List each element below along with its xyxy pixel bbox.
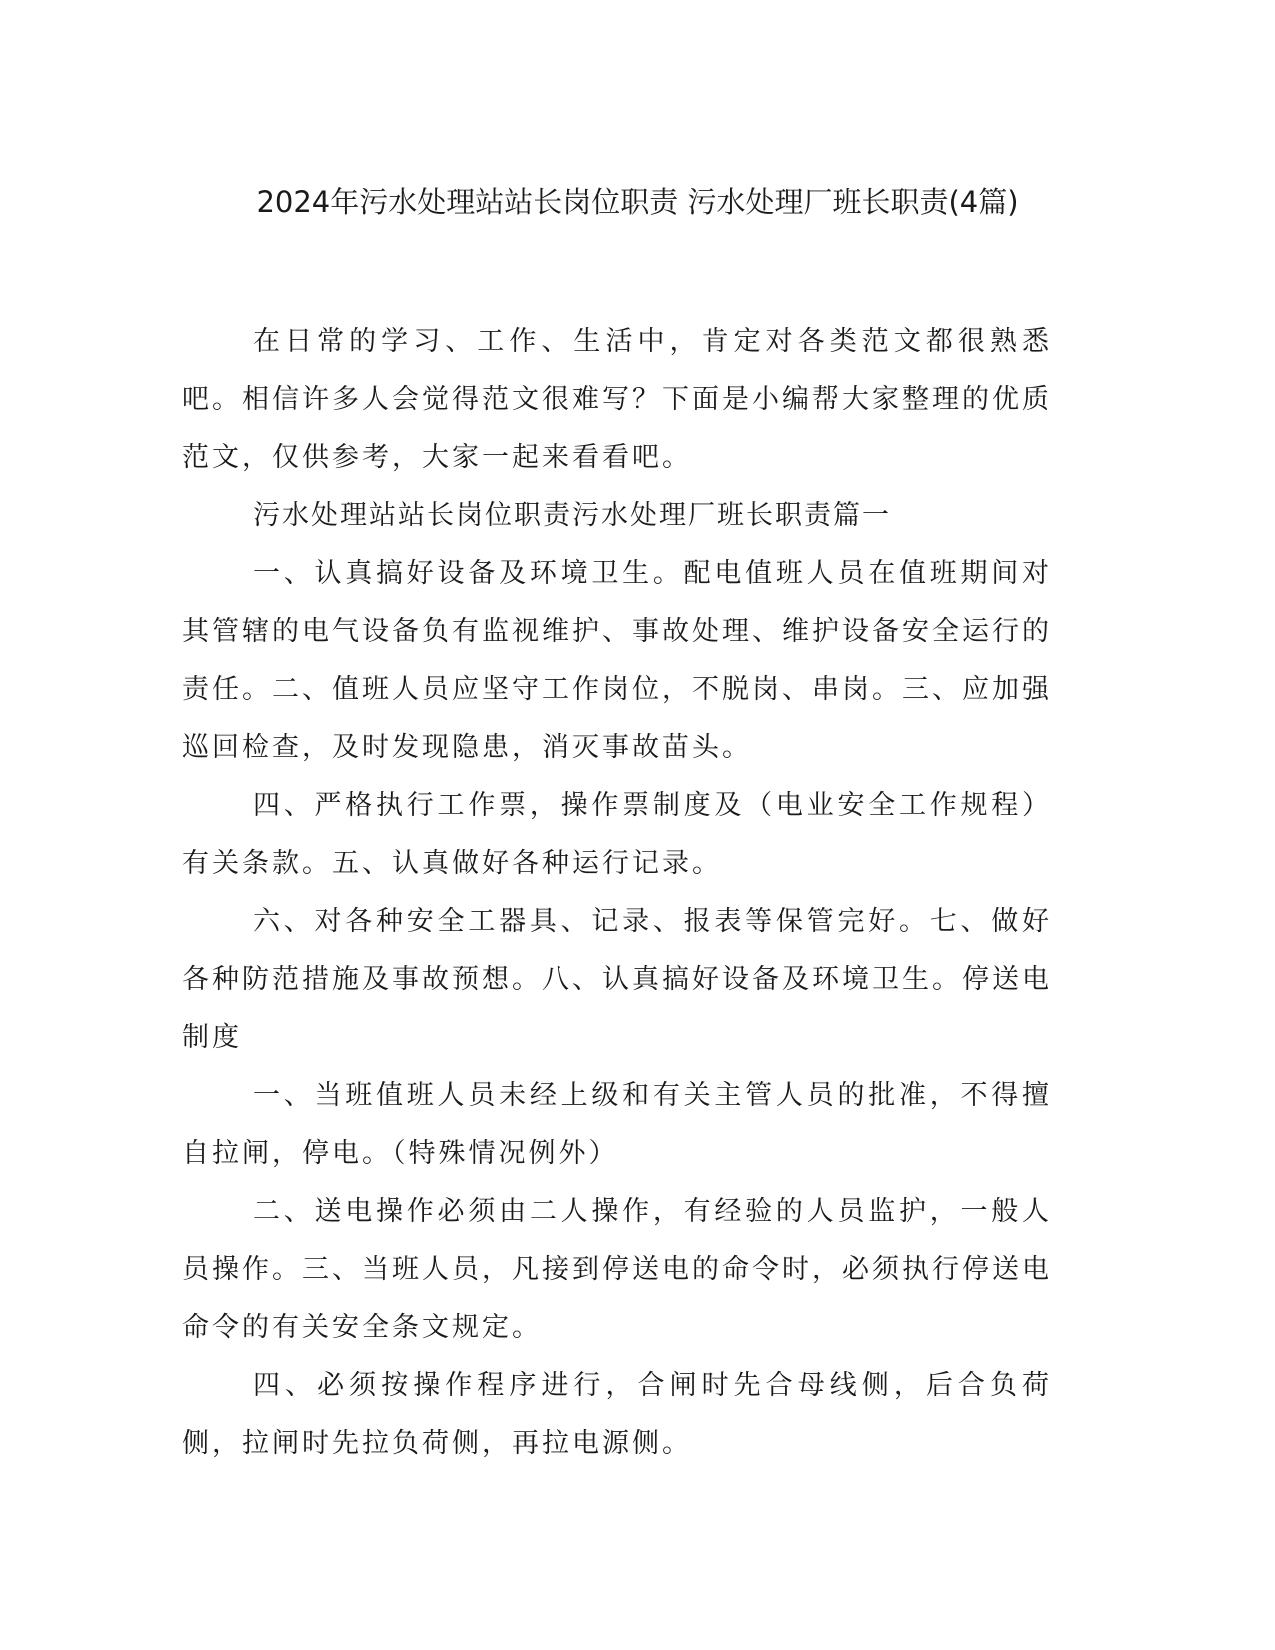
body-paragraph: 一、认真搞好设备及环境卫生。配电值班人员在值班期间对其管辖的电气设备负有监视维护、事故处理、维护设备安全运行的责任。二、值班人员应坚守工作岗位，不脱岗、串岗。三、应加强巡回检查，及时发现隐患，消灭事故苗头。 [182,558,1052,763]
section-heading: 污水处理站站长岗位职责污水处理厂班长职责篇一 [253,500,891,531]
intro-paragraph: 在日常的学习、工作、生活中，肯定对各类范文都很熟悉吧。相信许多人会觉得范文很难写？下面是小编帮大家整理的优质范文，仅供参考，大家一起来看看吧。 [182,326,1052,473]
body-paragraph: 六、对各种安全工器具、记录、报表等保管完好。七、做好各种防范措施及事故预想。八、认真搞好设备及环境卫生。停送电制度 [182,906,1052,1053]
body-paragraph: 四、严格执行工作票，操作票制度及（电业安全工作规程）有关条款。五、认真做好各种运行记录。 [182,790,1052,879]
body-paragraph: 二、送电操作必须由二人操作，有经验的人员监护，一般人员操作。三、当班人员，凡接到停送电的命令时，必须执行停送电命令的有关安全条文规定。 [182,1196,1052,1343]
document-body [182,313,1052,1473]
document-title: 2024年污水处理站站长岗位职责 污水处理厂班长职责(4篇) [256,185,1019,219]
body-paragraph: 四、必须按操作程序进行，合闸时先合母线侧，后合负荷侧，拉闸时先拉负荷侧，再拉电源侧。 [182,1370,1052,1459]
body-paragraph: 一、当班值班人员未经上级和有关主管人员的批准，不得擅自拉闸，停电。（特殊情况例外） [182,1080,1052,1169]
